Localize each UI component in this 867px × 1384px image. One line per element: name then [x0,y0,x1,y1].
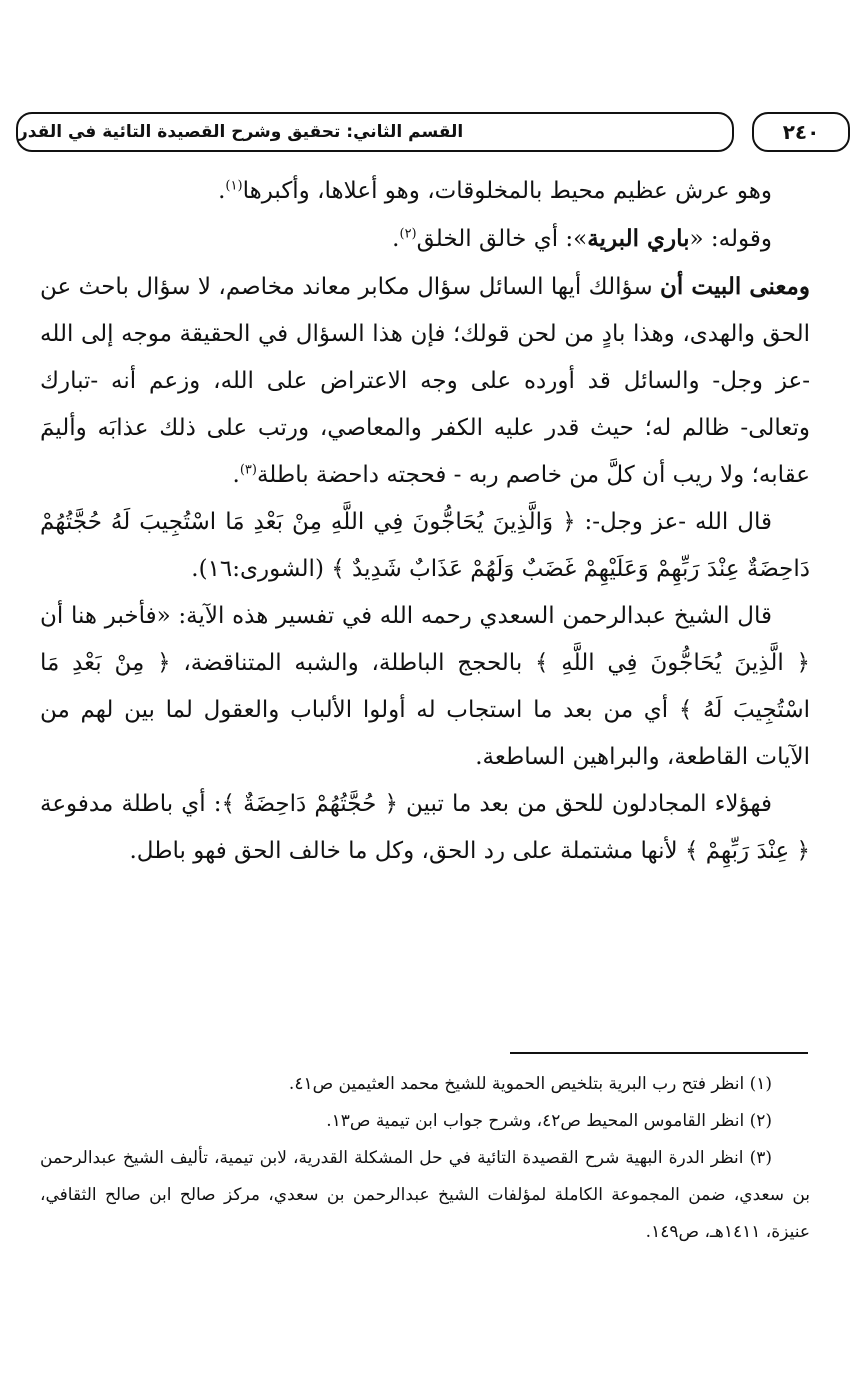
running-title: القسم الثاني: تحقيق وشرح القصيدة التائية في القدر [16,112,734,152]
paragraph-3 [40,263,810,499]
paragraph-1 [40,168,810,215]
page-number: ٢٤٠ [752,112,850,152]
footnote-3: (٣) انظر الدرة البهية شرح القصيدة التائية في حل المشكلة القدرية، لابن تيمية، تأليف الشيخ عبدالرحمن بن سعدي، ضمن المجموعة الكاملة لمؤلفات الشيخ عبدالرحمن بن سعدي، مركز صالح ابن صالح الثقافي، عنيزة، ١٤١١هـ، ص١٤٩. [40,1148,810,1242]
paragraph-1-text: وهو عرش عظيم محيط بالمخلوقات، وهو أعلاها، وأكبرها [242,178,772,204]
page-header [16,112,850,158]
paragraph-2-text: »: أي خالق الخلق [416,226,588,252]
footnotes [40,1066,810,1251]
paragraph-3-lead: ومعنى البيت أن [660,273,810,300]
paragraph-5: قال الشيخ عبدالرحمن السعدي رحمه الله في تفسير هذه الآية: «فأخبر هنا أن ﴿ الَّذِينَ يُحَاجُّونَ فِي اللَّهِ ﴾ بالحجج الباطلة، والشبه المتناقضة، ﴿ مِنْ بَعْدِ مَا اسْتُجِيبَ لَهُ ﴾ أي من بعد ما استجاب له أولوا الألباب والعقول لما بين لهم من الآيات القاطعة، والبراهين الساطعة. [40,603,810,770]
footnote-2: (٢) انظر القاموس المحيط ص٤٢، وشرح جواب ابن تيمية ص١٣. [326,1111,772,1131]
paragraph-3-text: سؤالك أيها السائل سؤال مكابر معاند مخاصم، لا سؤال باحث عن الحق والهدى، وهذا بادٍ من لحن قولك؛ فإن هذا السؤال في الحقيقة موجه إلى الله -عز وجل- والسائل قد أورده على وجه الاعتراض على الله، وزعم أنه -تبارك وتعالى- ظالم له؛ حيث قدر عليه الكفر والمعاصي، ورتب على ذلك عذابَه وأليمَ عقابه؛ ولا ريب أن كلَّ من خاصم ربه - فحجته داحضة باطلة [40,274,810,488]
paragraph-2-term: باري البرية [587,225,690,252]
footnote-ref-1[interactable]: (١) [225,178,243,194]
paragraph-3-end: . [232,462,240,488]
paragraph-2 [40,215,810,263]
paragraph-2-lead: وقوله: « [689,226,772,252]
footnote-ref-3[interactable]: (٣) [239,462,257,478]
footnote-ref-2[interactable]: (٢) [399,226,417,242]
main-text [40,168,810,875]
paragraph-1-end: . [218,178,226,204]
paragraph-4: قال الله -عز وجل-: ﴿ وَالَّذِينَ يُحَاجُّونَ فِي اللَّهِ مِنْ بَعْدِ مَا اسْتُجِيبَ لَهُ حُجَّتُهُمْ دَاحِضَةٌ عِنْدَ رَبِّهِمْ وَعَلَيْهِمْ غَضَبٌ وَلَهُمْ عَذَابٌ شَدِيدٌ ﴾ (الشورى:١٦). [40,509,810,582]
footnote-divider [510,1052,808,1054]
paragraph-6: فهؤلاء المجادلون للحق من بعد ما تبين ﴿ حُجَّتُهُمْ دَاحِضَةٌ ﴾: أي باطلة مدفوعة ﴿ عِنْدَ رَبِّهِمْ ﴾ لأنها مشتملة على رد الحق، وكل ما خالف الحق فهو باطل. [40,791,810,864]
paragraph-2-end: . [392,226,400,252]
footnote-1: (١) انظر فتح رب البرية بتلخيص الحموية للشيخ محمد العثيمين ص٤١. [288,1074,772,1094]
